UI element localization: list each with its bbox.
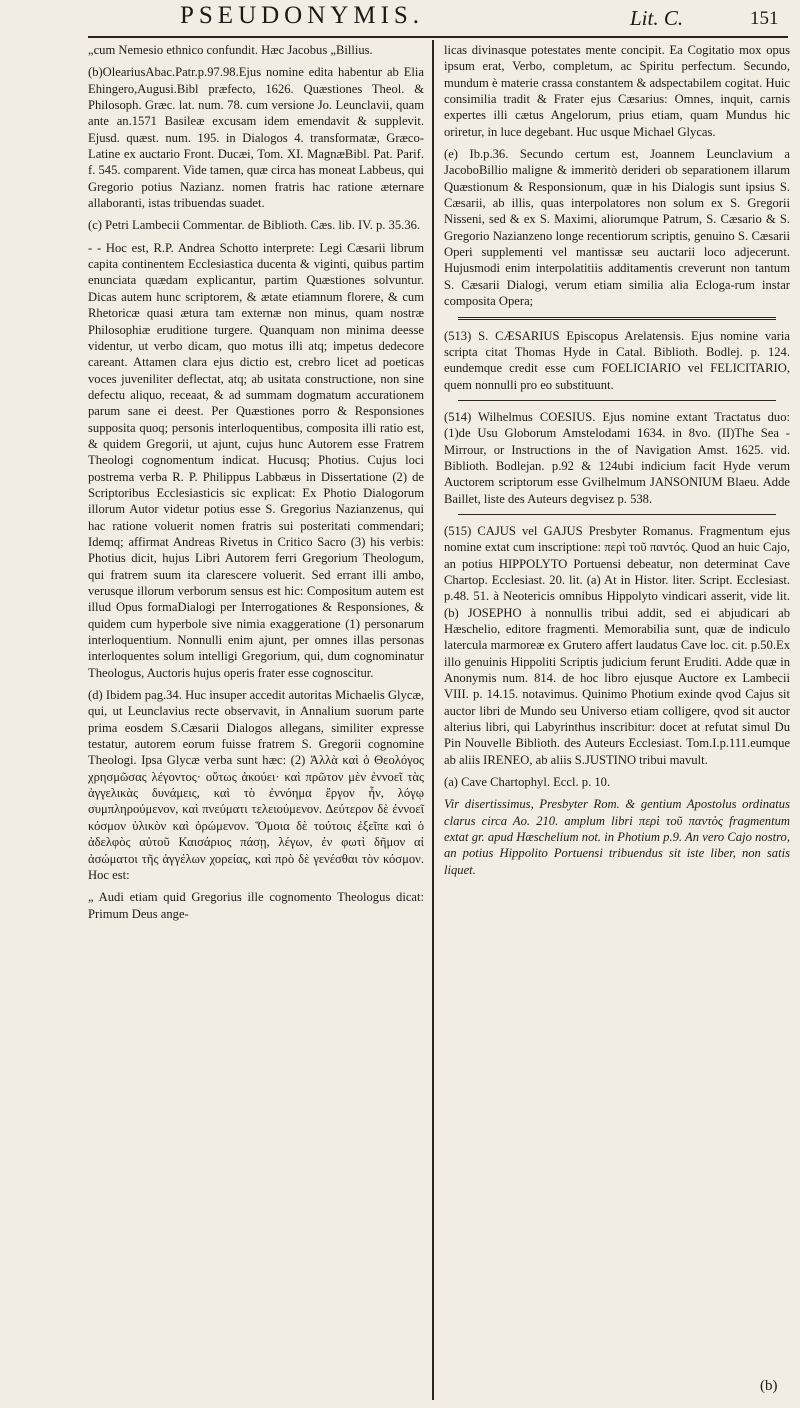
left-column <box>88 42 424 928</box>
entry-separator <box>458 317 776 320</box>
signature-mark: (b) <box>760 1378 778 1394</box>
footnote-e-leunclavius: (e) Ib.p.36. Secundo certum est, Joannem Leunclavium a JacoboBillio maligne & immeritò derideri ob separationem illarum Quæstionum & Responsionum, quæ in his Dialogis sunt ipsius S. Cæsarii, ab illis, quas interpolatores non solum ex S. Gregorii Nisseni, sed & ex S. Maximi, aliorumque Patrum, S. Cæsario & S. Gregorio Nazianzeno longe recentiorum scriptis, genuino S. Cæsarii Operi supplementi vel mantissæ seu auctarii loco adjecerunt. Hujusmodi enim interpolatitiis additamentis creverunt non tantum S. Cæsarii Dialogi, verum etiam similia alia Ecloga-rum instar composita Opera; <box>444 147 790 309</box>
paragraph-glycas-continued: licas divinasque potestates mente concipit. Ea Cogitatio mox opus ipsum erat, Verbo, completum, ac Spiritu perfectum. Secundo, mundum è materie crassa constantem & adspectabilem cogitat. Huic consimilia tradit & Frater ejus Cæsarius: Omnes, inquit, carnis expertes illi cætus Angelorum, prius etiam, quam Mundus hic oriretur, in luce degebant. Huc usque Michael Glycas. <box>444 43 790 139</box>
footnote-c-lambecius: (c) Petri Lambecii Commentar. de Biblioth. Cæs. lib. IV. p. 35.36. <box>88 218 421 233</box>
footnote-a-cave: (a) Cave Chartophyl. Eccl. p. 10. <box>444 775 611 790</box>
section-mark: Lit. C. <box>630 6 684 30</box>
right-column <box>444 42 790 884</box>
paragraph-schott-translation: - - Hoc est, R.P. Andrea Schotto interprete: Legi Cæsarii librum capita continentem Ecclesiastica ducenta & viginti, quibus partim enunciata quædam explicantur, partim Quæstiones solvuntur. Dicas autem hunc scriptorem, & ætate etiamnum florere, & cum Rhetoricæ quasi ætura tam externæ non minus, quam nostræ Philosophiæ eruditione turgere. Quanquam non minima deesse videntur, ut verbo dicam, quo motus illi atq; impetus dedecore careant. Attamen clara ejus dictio est, crebro licet ad poeticas voces juveniliter deflectat, atq; ab usitata constructione, non sine defectu aliquo, receaat, & ad summam dogmatum accurationem parum sane ei deest. Per Quæstiones porro & Responsiones supposita quoq; personis interloquentibus, composita illi ratio est, & quidem Gregorii, ut ajunt, cujus hunc Autorem esse Fratrem Theologi cognomentum indicat. Hucusq; Photius. Cujus loci postrema verba R. P. Philippus Labbæus in Dissertatione (2) de Scriptoribus Ecclesiasticis sic explicat: Ex Photio Dialogorum illorum Autor videtur potius esse S. Gregorius Nazianzenus, qui hac ratione voluerit nomen fratris sui posteritati commendari; Idemq; affirmat Andreas Rivetus in Critico Sacro (3) his verbis: Photius dicit, hujus Libri Autorem ferri Gregorium Theologum, qui fratrem suum ita clarescere voluerit. Sed errant illi ambo, verusque illorum verborum sensus est hic: Compositum autem est illud Opus formaDialogi per Interrogationes & Responsiones, & quidem cum hyperbole sive nimia exaggeratione (1) personarum interloquentium. Nonnulli enim ajunt, per omnes illas personas interloquentes solum intelligi Gregorium, qui, dum cognominatur Theologus, Auctoris hujus operis frater esse cognoscitur. <box>88 240 424 680</box>
running-head <box>0 0 800 40</box>
footnote-b-olearius: (b)OleariusAbac.Patr.p.97.98.Ejus nomine edita habentur ab Elia Ehingero,Augusi.Bibl præfecto, 1626. Quæstiones Theol. & Philosoph. Græc. lat. num. 78. cum versione Jo. Leunclavii, quam ante an.1571 Basileæ excusam idem emendavit & supplevit. Ejusd. quæst. num. 195. in Dialogos 4. transformatæ, Græco-Latine ex auctario Front. Ducæi, Tom. XI. MagnæBibl. Pat. Parif. f. 545. comparent. Vide tamen, quæ circa has moneat Labbeus, qui Gregorio potius Nazianz. nomen fratris hac ratione æternare allaboranti, istas tribuendas suadet. <box>88 65 424 211</box>
footnote-d-glycas: (d) Ibidem pag.34. Huc insuper accedit autoritas Michaelis Glycæ, qui, ut Leunclavius recte observavit, in Annalium suorum parte prima eosdem S.Cæsarii Dialogos allegans, similiter expresse testatur, autorem eorum fuisse fratrem S. Gregorii cognomine Theologi. Ipsa Glycæ verba sunt hæc: (2) Ἀλλὰ καὶ ὁ Θεολόγος χρησμῶσας λέγοντος· οὕτως ἀκούει· καὶ πρῶτον μὲν ἐννοεῖ τὰς ἀγγελικὰς δυνάμεις, καὶ τὸ ἐννόημα ἔργον ἦν, λόγῳ συμπληρούμενον, καὶ πνεύματι τελειούμενον. Δεύτερον δὲ ἐννοεῖ κόσμον ὑλικὸν καὶ ὁρώμενον. Ὅμοια δὲ τούτοις ἐξεῖπε καὶ ὁ ἀδελφὸς αὐτοῦ Καισάριος πάσῃ, λέγων, ἐν φωτὶ δῆμον αἱ ἀσώματοι τῆς ἀγγέλων χορείας, καὶ πρὸ δὲ γενέσθαι τὸν κόσμον. Hoc est: <box>88 688 424 882</box>
entry-separator <box>458 400 776 401</box>
paragraph-gregorius-quote: „ Audi etiam quid Gregorius ille cognomento Theologus dicat: Primum Deus ange- <box>88 890 424 921</box>
footnote-cave-text: Vir disertissimus, Presbyter Rom. & gentium Apostolus ordinatus clarus circa Ao. 210. amplum libri περὶ τοῦ παντὸς fragmentum extat gr. apud Hæschelium not. in Photium p.9. An vero Cajo nostro, an potius Hippolito Portuensi tribuendus sit iste liber, non satis liquet. <box>444 797 790 877</box>
running-title: PSEUDONYMIS. <box>180 2 425 29</box>
entry-515-cajus: (515) CAJUS vel GAJUS Presbyter Romanus. Fragmentum ejus nomine extat cum inscriptione: περὶ τοῦ παντός. Quod an huic Cajo, an potius HIPPOLYTO Portuensi debeatur, non determinat Cave Chartop. Ecclesiast. 20. lit. (a) At in Histor. liter. Script. Ecclesiast. p.48. 51. à Neotericis omnibus Hippolyto vindicari asserit, vide lit. (b) JOSEPHO à nonnullis tribui addit, sed ei abjudicari ab Hæschelio, editore fragmenti. Memorabilia sunt, quæ de indiculo latercula marmoreæ ex Grutero affert laudatus Cave loc. cit. p.50.Ex illo genuinis Hippoliti Scriptis judicium ferunt Eruditi. Adde quæ in Anonymis num. 814. de hoc libro ejusque Auctore ex Lambecii VIII. p. 14.15. notavimus. Quinimo Photium exinde qvod Cajus sit auctor libri de Mundo seu Universo etiam colligere, qvod sit auctor alterius libri, qui Labyrinthus inscribitur: docet at refutat simul Du Pin Nouvelle Biblioth. des Auteurs Ecclesiast. Tom.I.p.111.eumque ab aliis IRENEO, ab aliis S.JUSTINO tribui mavult. <box>444 523 790 767</box>
entry-513-caesarius: (513) S. CÆSARIUS Episcopus Arelatensis. Ejus nomine varia scripta citat Thomas Hyde in Catal. Biblioth. Bodlej. p. 124. eundemque credit esse cum FOELICIARIO vel FELICITARIO, quem nonnulli pro eo substituunt. <box>444 328 790 392</box>
header-rule <box>88 36 788 38</box>
column-divider <box>432 40 434 1400</box>
entry-514-coesius: (514) Wilhelmus COESIUS. Ejus nomine extant Tractatus duo: (1)de Usu Globorum Amstelodami 1634. in 8vo. (II)The Sea - Mirrour, or Instructions in the of Navigation Amst. 1625. vid. Biblioth. Bodlejan. p.92 & 124ubi indicium facit Hyde verum Auctorem scriptorum esse Gvilhelmum JANSONIUM Blaeu. Adde Baillet, liste des Auteurs degvisez p. 538. <box>444 409 790 506</box>
paragraph-billius-quote: „cum Nemesio ethnico confundit. Hæc Jacobus „Billius. <box>88 43 373 57</box>
entry-separator <box>458 514 776 515</box>
page-number: 151 <box>750 8 779 29</box>
